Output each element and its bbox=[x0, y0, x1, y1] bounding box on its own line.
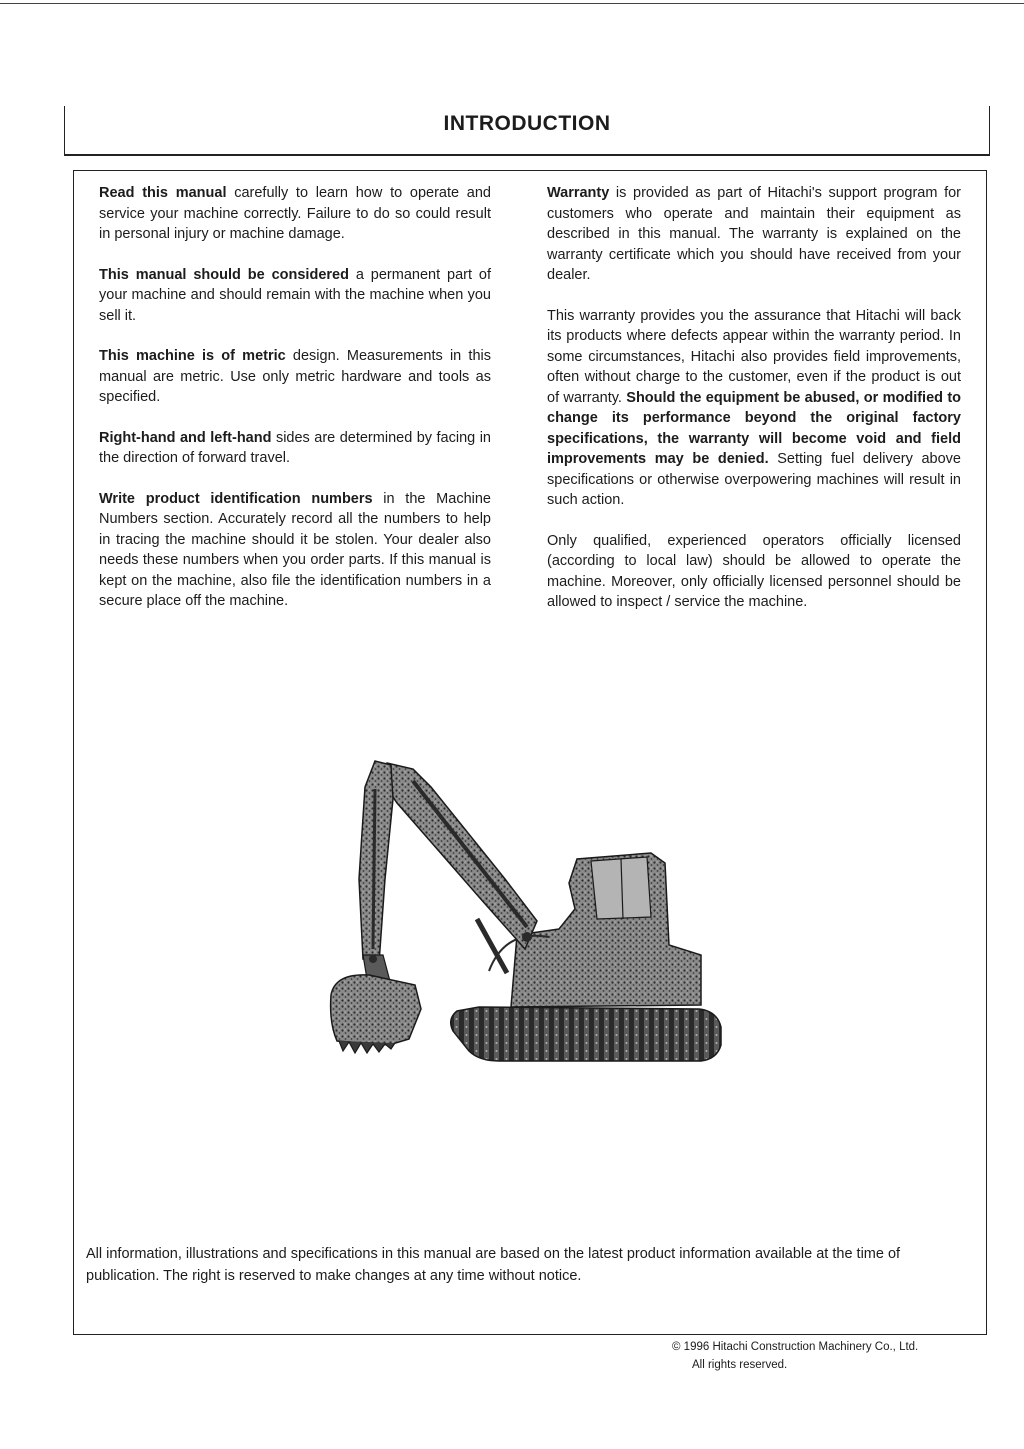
paragraph-text: Only qualified, experienced operators officially licensed (according to local law) should be allowed to operate the machine. Moreover, only officially licensed personnel should be allowed to inspect / service the machine. bbox=[547, 532, 961, 610]
main-content-box bbox=[73, 170, 987, 1335]
disclaimer-text: All information, illustrations and specifications in this manual are based on the latest product information available at the time of publication. The right is reserved to make changes at any time without notice. bbox=[86, 1246, 901, 1284]
paragraph-lead: This machine is of metric bbox=[99, 348, 286, 364]
paragraph-hand-sides bbox=[99, 428, 491, 469]
paragraph-lead: Read this manual bbox=[99, 185, 227, 201]
paragraph-text: sides are determined by facing in the direction of forward travel. bbox=[99, 429, 491, 466]
paragraph-text: This warranty provides you the assurance that Hitachi will back its products where defects appear within the warranty period. In some circumstances, Hitachi also provides field improvements, often without charge to the customer, even if the product is out of warranty. bbox=[547, 307, 961, 406]
right-column bbox=[547, 183, 961, 633]
paragraph-text: carefully to learn how to operate and service your machine correctly. Failure to do so could result in personal injury or machine damage. bbox=[99, 185, 491, 242]
paragraph-text: is provided as part of Hitachi's support program for customers who operate and maintain their equipment as described in this manual. The warranty is explained on the warranty certificate which you should have received from your dealer. bbox=[547, 185, 961, 283]
paragraph-warranty-assurance bbox=[547, 306, 961, 511]
hydraulic-excavator-icon bbox=[329, 759, 729, 1079]
paragraph-qualified-operators bbox=[547, 531, 961, 613]
top-border-rule bbox=[0, 3, 1024, 4]
paragraph-text: design. Measurements in this manual are metric. Use only metric hardware and tools as specified. bbox=[99, 348, 491, 405]
paragraph-identification-numbers bbox=[99, 489, 491, 612]
warranty-void-warning: Should the equipment be abused, or modified to change its performance beyond the original factory specifications, the warranty will become void and field improvements may be denied. bbox=[547, 389, 961, 467]
left-column bbox=[99, 183, 491, 632]
copyright-notice bbox=[672, 1338, 992, 1374]
copyright-line: © 1996 Hitachi Construction Machinery Co., Ltd. bbox=[672, 1341, 919, 1353]
page-title: INTRODUCTION bbox=[443, 112, 611, 135]
paragraph-manual-part bbox=[99, 265, 491, 327]
header-box bbox=[64, 106, 990, 156]
paragraph-lead: Warranty bbox=[547, 185, 610, 201]
paragraph-lead: This manual should be considered bbox=[99, 266, 349, 283]
paragraph-lead: Right-hand and left-hand bbox=[99, 429, 272, 446]
paragraph-text: Setting fuel delivery above specifications or otherwise overpowering machines will result in such action. bbox=[547, 451, 961, 508]
paragraph-metric-design bbox=[99, 346, 491, 408]
paragraph-lead: Write product identification numbers bbox=[99, 490, 373, 507]
rights-reserved-line: All rights reserved. bbox=[692, 1359, 788, 1371]
paragraph-text: in the Machine Numbers section. Accurately record all the numbers to help in tracing the machine should it be stolen. Your dealer also needs these numbers when you order parts. If this manual is kept on the machine, also file the identification numbers in a secure place off the machine. bbox=[99, 490, 491, 609]
paragraph-warranty bbox=[547, 183, 961, 286]
paragraph-read-manual bbox=[99, 183, 491, 245]
paragraph-text: a permanent part of your machine and should remain with the machine when you sell it. bbox=[99, 266, 491, 324]
